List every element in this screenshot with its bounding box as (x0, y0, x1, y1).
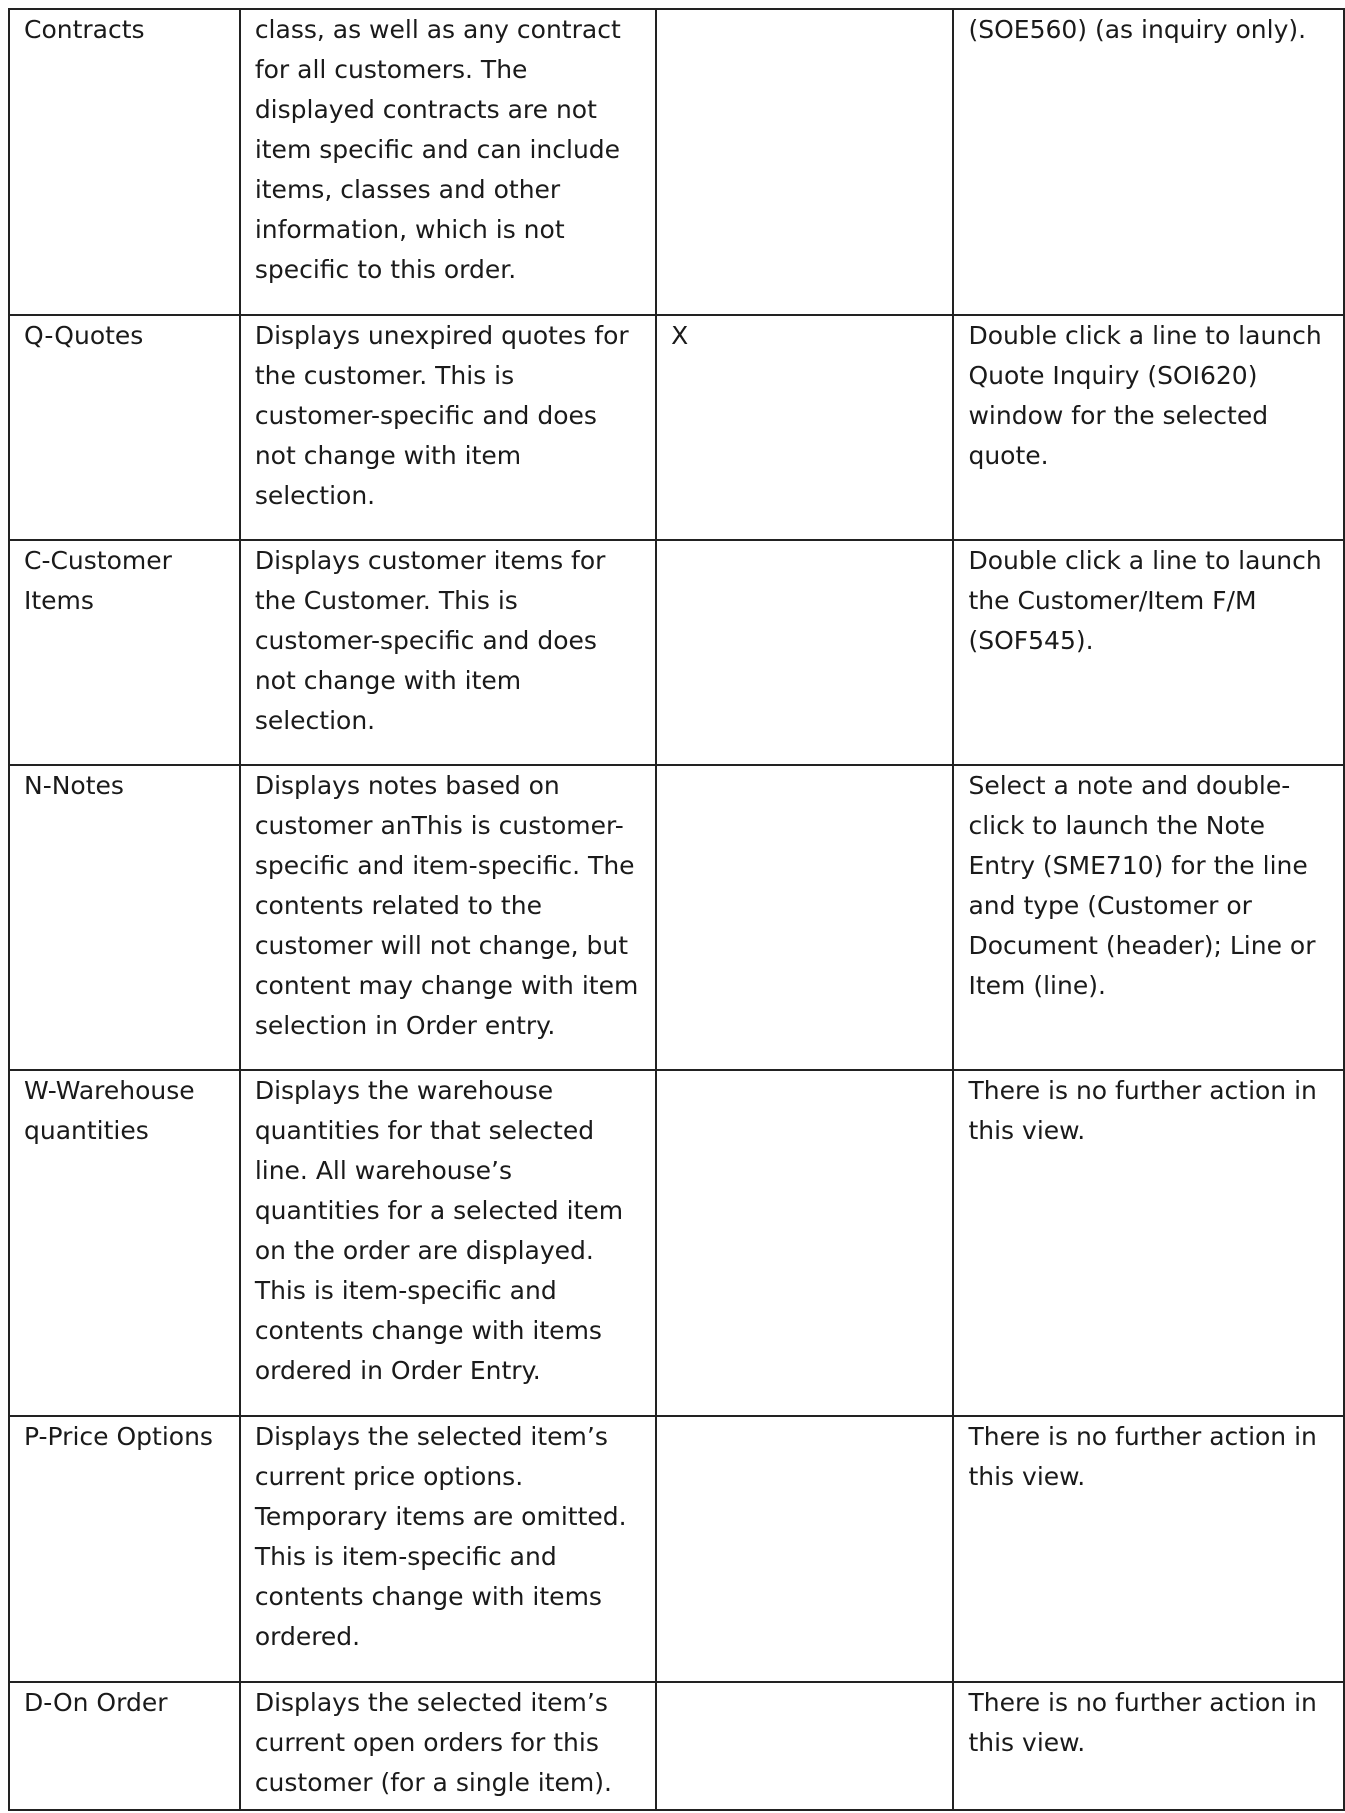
mark-cell (656, 765, 953, 1070)
table-row-contracts (9, 9, 1344, 315)
option-cell (9, 9, 240, 315)
mark-cell (656, 315, 953, 540)
option-name: C-Customer Items (24, 546, 172, 615)
mark-cell (656, 1070, 953, 1416)
option-description: Displays the selected item’s current open orders for this customer (for a single item). (254, 1688, 612, 1797)
description-cell (240, 315, 656, 540)
action-cell (953, 1416, 1344, 1682)
option-cell (9, 1070, 240, 1416)
table-row-customer-items (9, 540, 1344, 765)
action-cell (953, 765, 1344, 1070)
option-mark: X (671, 321, 689, 350)
option-action: There is no further action in this view. (968, 1076, 1317, 1145)
action-cell (953, 315, 1344, 540)
table-row-price-options (9, 1416, 1344, 1682)
description-cell (240, 1682, 656, 1810)
description-cell (240, 765, 656, 1070)
mark-cell (656, 1682, 953, 1810)
mark-cell (656, 540, 953, 765)
option-action: Double click a line to launch Quote Inquiry (SOI620) window for the selected quote. (968, 321, 1322, 470)
option-name: Q-Quotes (24, 321, 144, 350)
option-name: P-Price Options (24, 1422, 213, 1451)
option-action: There is no further action in this view. (968, 1688, 1317, 1757)
action-cell (953, 1682, 1344, 1810)
table-row-notes (9, 765, 1344, 1070)
action-cell (953, 1070, 1344, 1416)
option-description: Displays customer items for the Customer. This is customer-specific and does not change with item selection. (254, 546, 606, 735)
option-action: (SOE560) (as inquiry only). (968, 15, 1307, 44)
option-cell (9, 1682, 240, 1810)
description-cell (240, 1416, 656, 1682)
action-cell (953, 9, 1344, 315)
mark-cell (656, 1416, 953, 1682)
description-cell (240, 9, 656, 315)
option-action: Double click a line to launch the Customer/Item F/M (SOF545). (968, 546, 1322, 655)
option-name: D-On Order (24, 1688, 168, 1717)
option-cell (9, 765, 240, 1070)
option-description: class, as well as any contract for all customers. The displayed contracts are not item specific and can include items, classes and other information, which is not specific to this order. (254, 15, 621, 284)
action-cell (953, 540, 1344, 765)
option-description: Displays the selected item’s current price options. Temporary items are omitted. This is item-specific and contents change with items ordered. (254, 1422, 627, 1651)
table-row-quotes (9, 315, 1344, 540)
option-name: Contracts (24, 15, 145, 44)
table-row-on-order (9, 1682, 1344, 1810)
option-cell (9, 1416, 240, 1682)
description-cell (240, 1070, 656, 1416)
option-cell (9, 315, 240, 540)
mark-cell (656, 9, 953, 315)
option-cell (9, 540, 240, 765)
table-row-warehouse-quantities (9, 1070, 1344, 1416)
option-name: N-Notes (24, 771, 124, 800)
option-action: Select a note and double- click to launch the Note Entry (SME710) for the line and type (Customer or Document (header); Line or Item (line). (968, 771, 1316, 1000)
option-description: Displays the warehouse quantities for that selected line. All warehouse’s quantities for a selected item on the order are displayed. This is item-specific and contents change with items ordered in Order Entry. (254, 1076, 624, 1385)
option-description: Displays notes based on customer anThis is customer- specific and item-specific. The contents related to the customer will not change, but content may change with item selection in Order entry. (254, 771, 639, 1040)
options-table (8, 8, 1345, 1811)
description-cell (240, 540, 656, 765)
option-description: Displays unexpired quotes for the customer. This is customer-specific and does not change with item selection. (254, 321, 629, 510)
option-name: W-Warehouse quantities (24, 1076, 195, 1145)
option-action: There is no further action in this view. (968, 1422, 1317, 1491)
